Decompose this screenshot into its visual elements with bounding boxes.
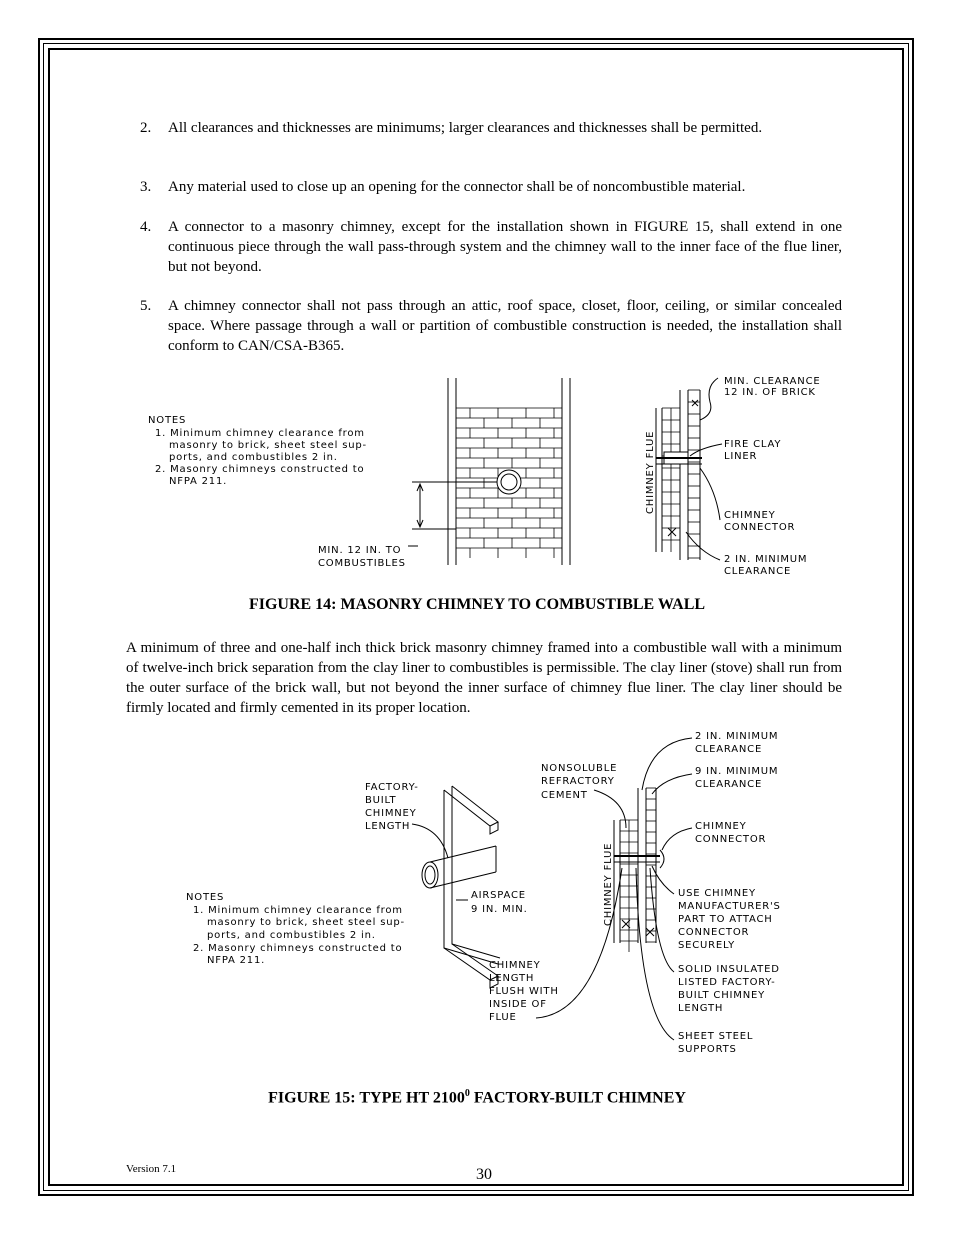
- fig14-note-line: masonry to brick, sheet steel sup-: [169, 440, 367, 451]
- version-label: Version 7.1: [126, 1163, 177, 1175]
- fig15-note-line: 1. Minimum chimney clearance from: [193, 905, 403, 916]
- fig15-note-line: 2. Masonry chimneys constructed to: [193, 943, 403, 954]
- list-item-2: [140, 118, 842, 138]
- fig15-label: CHIMNEY: [489, 960, 541, 971]
- fig14-notes-title: NOTES: [148, 415, 187, 426]
- fig14-label: CLEARANCE: [724, 566, 792, 577]
- fig15-note-line: NFPA 211.: [207, 955, 266, 966]
- fig15-label: LENGTH: [365, 821, 411, 832]
- fig15-label: MANUFACTURER'S: [678, 901, 781, 912]
- list-item-3: [140, 177, 842, 197]
- body-paragraph: A minimum of three and one-half inch thick brick masonry chimney framed into a combustible wall with a minimum of twelve-inch brick separation from the clay liner to combustibles is permissible. The clay liner (stove) shall run from the outer surface of the brick wall, but not beyond the inner surface of chimney flue liner. The clay liner should be firmly located and firmly cemented in its proper location.: [126, 640, 842, 716]
- fig14-label: 2 IN. MINIMUM: [724, 554, 808, 565]
- fig15-label: LISTED FACTORY-: [678, 977, 776, 988]
- fig15-label: CHIMNEY: [365, 808, 417, 819]
- fig15-label: CEMENT: [541, 790, 588, 801]
- fig14-label: CONNECTOR: [724, 522, 796, 533]
- fig15-label: CLEARANCE: [695, 779, 763, 790]
- item-text: A chimney connector shall not pass through an attic, roof space, closet, floor, ceiling, or similar concealed space. Where passage through a wall or partition of combustible construction is needed, the installation shall conform to CAN/CSA-B365.: [168, 298, 842, 354]
- item-number: 2.: [140, 120, 152, 136]
- fig15-label: AIRSPACE: [471, 890, 526, 901]
- item-number: 5.: [140, 298, 152, 314]
- figure-14-caption: FIGURE 14: MASONRY CHIMNEY TO COMBUSTIBLE WALL: [248, 596, 706, 613]
- caption-end: FACTORY-BUILT CHIMNEY: [469, 1089, 686, 1107]
- fig15-label: SHEET STEEL: [678, 1031, 754, 1042]
- item-number: 3.: [140, 179, 152, 195]
- fig15-label: 2 IN. MINIMUM: [695, 731, 779, 742]
- fig14-label: FIRE CLAY: [724, 439, 782, 450]
- fig15-label: LENGTH: [489, 973, 535, 984]
- fig15-note-line: ports, and combustibles 2 in.: [207, 930, 376, 941]
- fig15-label: USE CHIMNEY: [678, 888, 756, 899]
- fig15-label: LENGTH: [678, 1003, 724, 1014]
- fig15-label: FLUE: [489, 1012, 517, 1023]
- fig15-label: CLEARANCE: [695, 744, 763, 755]
- fig15-note-line: masonry to brick, sheet steel sup-: [207, 917, 405, 928]
- item-text: Any material used to close up an opening for the connector shall be of noncombustible material.: [168, 179, 746, 195]
- page-number: 30: [476, 1166, 492, 1183]
- fig15-label: FACTORY-: [365, 782, 419, 793]
- figure-15-caption: [0, 1088, 954, 1107]
- caption-main: FIGURE 15: TYPE HT 2100: [268, 1089, 465, 1107]
- fig14-label: LINER: [724, 451, 758, 462]
- fig15-notes-title: NOTES: [186, 892, 225, 903]
- item-text: All clearances and thicknesses are minimums; larger clearances and thicknesses shall be permitted.: [168, 120, 763, 136]
- item-text: A connector to a masonry chimney, except for the installation shown in FIGURE 15, shall extend in one continuous piece through the wall pass-through system and the chimney wall to the inner face of the flue liner, but not beyond.: [168, 219, 842, 275]
- fig15-label: SECURELY: [678, 940, 735, 951]
- fig15-flue-label: CHIMNEY FLUE: [603, 842, 614, 926]
- fig14-note-line: 2. Masonry chimneys constructed to: [155, 464, 365, 475]
- caption-superscript: 0: [464, 1088, 470, 1099]
- fig14-note-line: ports, and combustibles 2 in.: [169, 452, 338, 463]
- fig15-label: 9 IN. MINIMUM: [695, 766, 779, 777]
- fig15-label: REFRACTORY: [541, 776, 615, 787]
- fig14-label: CHIMNEY: [724, 510, 776, 521]
- brick-wall-elevation: [408, 378, 570, 565]
- factory-chimney-drawing: [422, 786, 500, 988]
- fig15-label: SOLID INSULATED: [678, 964, 780, 975]
- fig15-label: NONSOLUBLE: [541, 763, 618, 774]
- chimney-section-fig14: [656, 390, 702, 560]
- figure-14-drawing: [0, 370, 954, 585]
- fig15-label: CONNECTOR: [695, 834, 767, 845]
- figure-15-drawing: [0, 728, 954, 1063]
- fig15-label: CHIMNEY: [695, 821, 747, 832]
- fig15-label: BUILT CHIMNEY: [678, 990, 765, 1001]
- fig14-note-line: 1. Minimum chimney clearance from: [155, 428, 365, 439]
- min-12-label: COMBUSTIBLES: [318, 558, 406, 569]
- item-number: 4.: [140, 219, 152, 235]
- fig14-note-line: NFPA 211.: [169, 476, 228, 487]
- min-12-label: MIN. 12 IN. TO: [318, 545, 402, 556]
- fig14-label: MIN. CLEARANCE: [724, 376, 821, 387]
- fig15-label: BUILT: [365, 795, 397, 806]
- fig15-label: INSIDE OF: [489, 999, 547, 1010]
- fig14-flue-label: CHIMNEY FLUE: [645, 430, 656, 514]
- fig15-label: FLUSH WITH: [489, 986, 559, 997]
- fig15-label: CONNECTOR: [678, 927, 750, 938]
- fig15-label: 9 IN. MIN.: [471, 904, 528, 915]
- list-item-4: [140, 217, 842, 277]
- fig15-label: PART TO ATTACH: [678, 914, 773, 925]
- fig15-label: SUPPORTS: [678, 1044, 737, 1055]
- fig14-label: 12 IN. OF BRICK: [724, 387, 816, 398]
- list-item-5: [140, 296, 842, 356]
